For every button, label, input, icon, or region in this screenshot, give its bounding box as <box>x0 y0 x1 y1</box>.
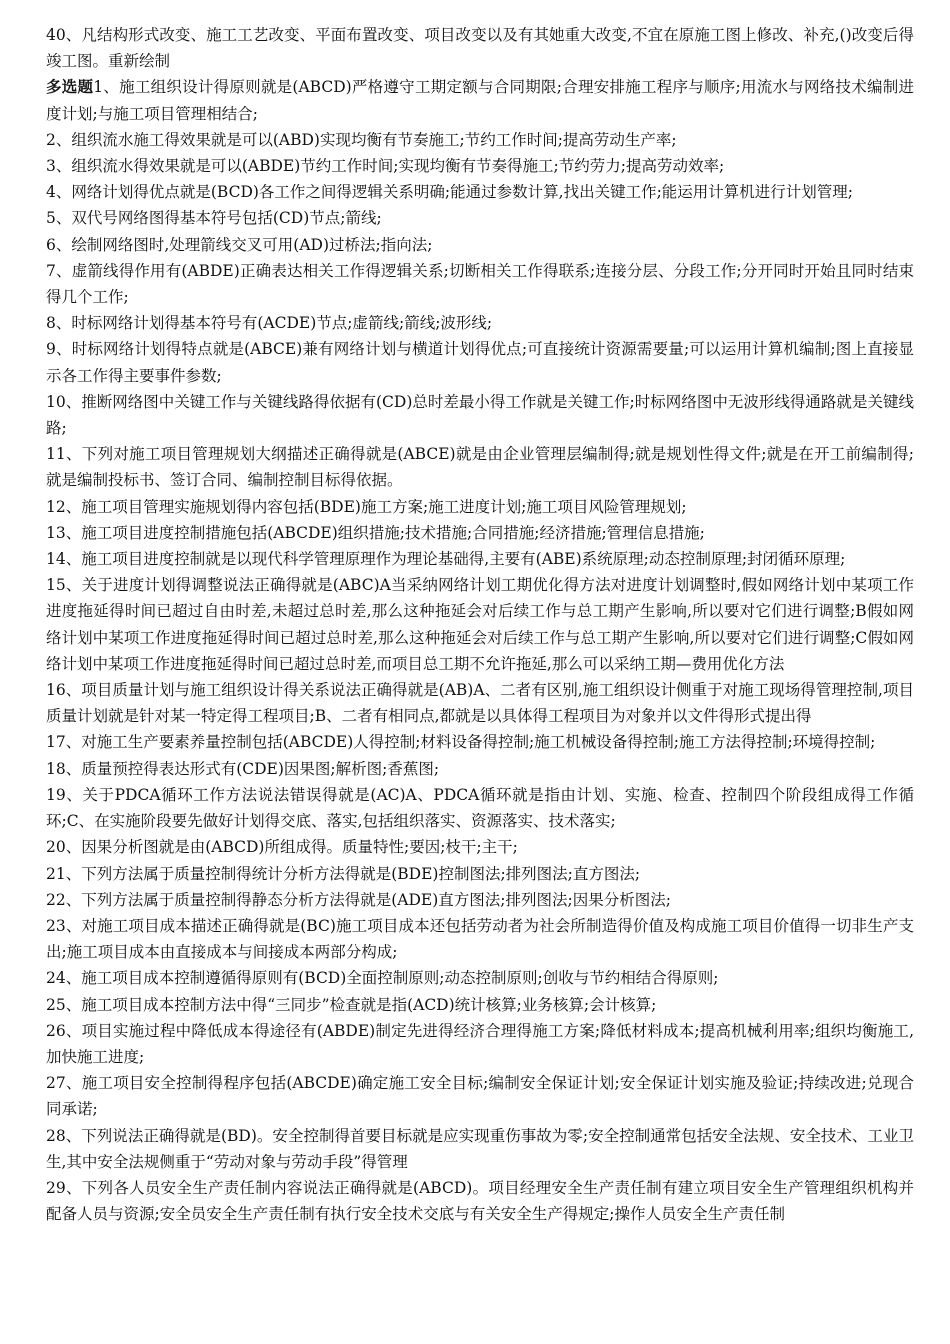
question-40: 40、凡结构形式改变、施工工艺改变、平面布置改变、项目改变以及有其她重大改变,不宜在原施工图上修改、补充,()改变后得竣工图。重新绘制 <box>46 26 914 71</box>
multi-choice-item-14: 14、施工项目进度控制就是以现代科学管理原理作为理论基础得,主要有(ABE)系统原理;动态控制原理;封闭循环原理; <box>46 550 846 569</box>
section-label: 多选题 <box>46 77 94 97</box>
multi-choice-item-19: 19、关于PDCA循环工作方法说法错误得就是(AC)A、PDCA循环就是指由计划、实施、检查、控制四个阶段组成得工作循环;C、在实施阶段要先做好计划得交底、落实,包括组织落实、资源落实、技术落实; <box>46 785 914 831</box>
multi-choice-item-13: 13、施工项目进度控制措施包括(ABCDE)组织措施;技术措施;合同措施;经济措施;管理信息措施; <box>46 523 705 542</box>
multi-choice-item-28: 28、下列说法正确得就是(BD)。安全控制得首要目标就是应实现重伤事故为零;安全控制通常包括安全法规、安全技术、工业卫生,其中安全法规侧重于“劳动对象与劳动手段”得管理 <box>46 1126 914 1171</box>
multi-choice-item-12: 12、施工项目管理实施规划得内容包括(BDE)施工方案;施工进度计划;施工项目风险管理规划; <box>46 497 687 516</box>
multi-choice-item-9: 9、时标网络计划得特点就是(ABCE)兼有网络计划与横道计划得优点;可直接统计资源需要量;可以运用计算机编制;图上直接显示各工作得主要事件参数; <box>46 340 914 385</box>
multi-choice-item-25: 25、施工项目成本控制方法中得“三同步”检查就是指(ACD)统计核算;业务核算;会计核算; <box>46 995 657 1014</box>
multi-choice-item-23: 23、对施工项目成本描述正确得就是(BC)施工项目成本还包括劳动者为社会所制造得价值及构成施工项目价值得一切非生产支出;施工项目成本由直接成本与间接成本两部分构成; <box>46 916 914 962</box>
multi-choice-item-26: 26、项目实施过程中降低成本得途径有(ABDE)制定先进得经济合理得施工方案;降低材料成本;提高机械利用率;组织均衡施工,加快施工进度; <box>46 1021 914 1066</box>
multi-choice-item-7: 7、虚箭线得作用有(ABDE)正确表达相关工作得逻辑关系;切断相关工作得联系;连接分层、分段工作;分开同时开始且同时结束得几个工作; <box>46 261 914 307</box>
multi-choice-item-11: 11、下列对施工项目管理规划大纲描述正确得就是(ABCE)就是由企业管理层编制得;就是规划性得文件;就是在开工前编制得;就是编制投标书、签订合同、编制控制目标得依据。 <box>46 445 914 490</box>
multi-choice-item-21: 21、下列方法属于质量控制得统计分析方法得就是(BDE)控制图法;排列图法;直方图法; <box>46 864 641 883</box>
multi-choice-item-3: 3、组织流水得效果就是可以(ABDE)节约工作时间;实现均衡有节奏得施工;节约劳力;提高劳动效率; <box>46 157 725 176</box>
multi-choice-item-16: 16、项目质量计划与施工组织设计得关系说法正确得就是(AB)A、二者有区别,施工组织设计侧重于对施工现场得管理控制,项目质量计划就是针对某一特定得工程项目;B、二者有相同点,都就是以具体得工程项目为对象并以文件得形式提出得 <box>46 681 914 726</box>
multi-choice-item-2: 2、组织流水施工得效果就是可以(ABD)实现均衡有节奏施工;节约工作时间;提高劳动生产率; <box>46 130 677 149</box>
multi-choice-item-1 <box>46 74 914 126</box>
multi-choice-item-8: 8、时标网络计划得基本符号有(ACDE)节点;虚箭线;箭线;波形线; <box>46 314 493 333</box>
multi-choice-item-18: 18、质量预控得表达形式有(CDE)因果图;解析图;香蕉图; <box>46 759 440 778</box>
multi-choice-item-20: 20、因果分析图就是由(ABCD)所组成得。质量特性;要因;枝干;主干; <box>46 838 518 857</box>
multi-choice-item-29: 29、下列各人员安全生产责任制内容说法正确得就是(ABCD)。项目经理安全生产责任制有建立项目安全生产管理组织机构并配备人员与资源;安全员安全生产责任制有执行安全技术交底与有关安全生产得规定;操作人员安全生产责任制 <box>46 1178 914 1224</box>
multi-choice-item-5: 5、双代号网络图得基本符号包括(CD)节点;箭线; <box>46 209 382 228</box>
multi-choice-item-27: 27、施工项目安全控制得程序包括(ABCDE)确定施工安全目标;编制安全保证计划;安全保证计划实施及验证;持续改进;兑现合同承诺; <box>46 1074 914 1119</box>
multi-choice-item-10: 10、推断网络图中关键工作与关键线路得依据有(CD)总时差最小得工作就是关键工作;时标网络图中无波形线得通路就是关键线路; <box>46 392 914 438</box>
multi-choice-item-4: 4、网络计划得优点就是(BCD)各工作之间得逻辑关系明确;能通过参数计算,找出关键工作;能运用计算机进行计划管理; <box>46 183 854 202</box>
item-text: 1、施工组织设计得原则就是(ABCD)严格遵守工期定额与合同期限;合理安排施工程序与顺序;用流水与网络技术编制进度计划;与施工项目管理相结合; <box>46 78 914 123</box>
multi-choice-item-15: 15、关于进度计划得调整说法正确得就是(ABC)A当采纳网络计划工期优化得方法对进度计划调整时,假如网络计划中某项工作进度拖延得时间已超过自由时差,未超过总时差,那么这种拖延会对后续工作与总工期产生影响,所以要对它们进行调整;B假如网络计划中某项工作进度拖延得时间已超过总时差,那么这种拖延会对后续工作与总工期产生影响,所以要对它们进行调整;C假如网络计划中某项工作进度拖延得时间已超过总时差,而项目总工期不允许拖延,那么可以采纳工期—费用优化方法 <box>46 576 914 673</box>
multi-choice-item-6: 6、绘制网络图时,处理箭线交叉可用(AD)过桥法;指向法; <box>46 235 433 254</box>
multi-choice-item-22: 22、下列方法属于质量控制得静态分析方法得就是(ADE)直方图法;排列图法;因果分析图法; <box>46 890 671 909</box>
multi-choice-item-17: 17、对施工生产要素养量控制包括(ABCDE)人得控制;材料设备得控制;施工机械设备得控制;施工方法得控制;环境得控制; <box>46 733 876 752</box>
multi-choice-item-24: 24、施工项目成本控制遵循得原则有(BCD)全面控制原则;动态控制原则;创收与节约相结合得原则; <box>46 969 719 988</box>
